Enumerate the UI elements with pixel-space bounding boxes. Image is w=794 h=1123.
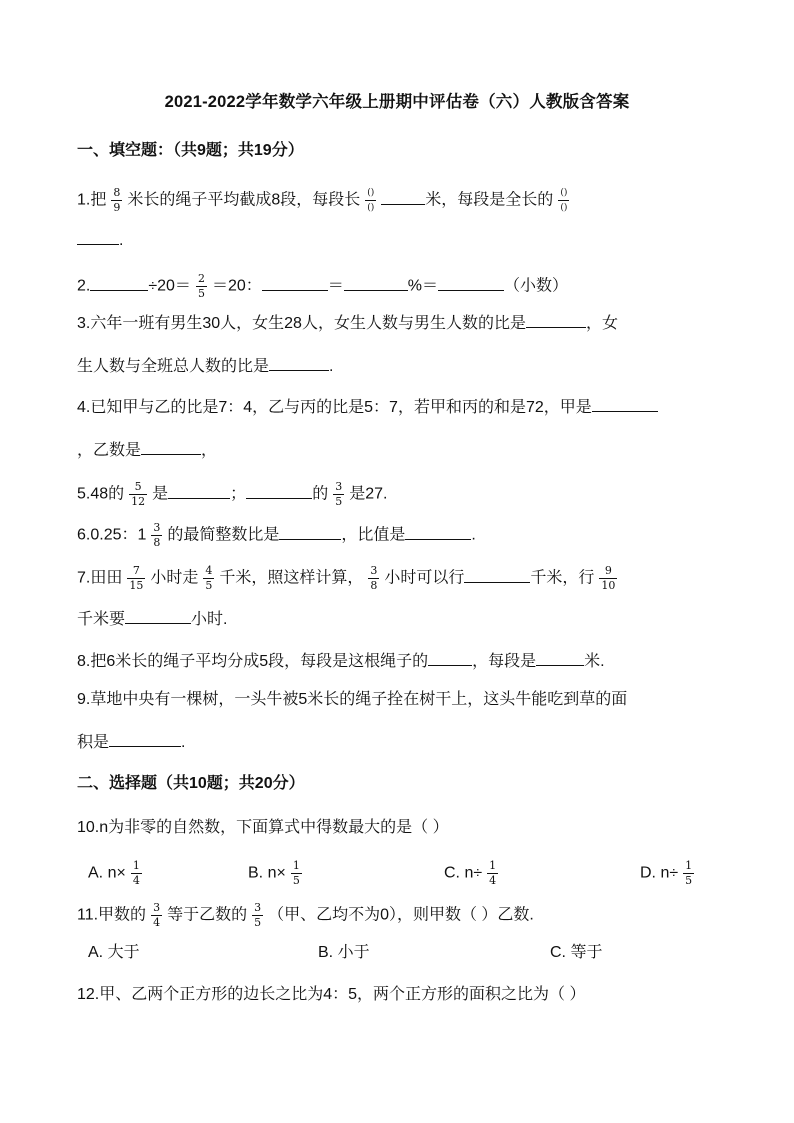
answer-blank[interactable]: [279, 525, 341, 540]
fraction-placeholder: $\frac{()}{()}$: [560, 188, 568, 213]
answer-blank[interactable]: [405, 525, 471, 540]
answer-blank[interactable]: [464, 568, 530, 583]
fraction: $\frac{1}{5}$: [685, 859, 693, 887]
question-1: 1.把 $\frac{8}{9}$ 米长的绳子平均截成8段，每段长 $\frac{()}{()}$ 米，每段是全长的 $\frac{()}{()}$: [77, 186, 568, 214]
answer-blank[interactable]: [141, 440, 201, 455]
answer-blank[interactable]: [592, 397, 658, 412]
fraction: $\frac{3}{8}$: [153, 521, 161, 549]
option-d[interactable]: D. n÷ $\frac{1}{5}$: [640, 859, 693, 887]
question-9: 9.草地中央有一棵树，一头牛被5米长的绳子拴在树干上，这头牛能吃到草的面: [77, 691, 628, 708]
question-4: 4.已知甲与乙的比是7：4，乙与丙的比是5：7，若甲和丙的和是72，甲是: [77, 397, 658, 418]
question-9-cont: 积是 .: [77, 734, 186, 751]
answer-blank[interactable]: [109, 732, 181, 747]
option-b[interactable]: B. 小于: [318, 944, 370, 961]
option-a[interactable]: A. n× $\frac{1}{4}$: [88, 859, 140, 887]
fraction: $\frac{1}{5}$: [292, 859, 300, 887]
fraction: $\frac{4}{5}$: [205, 564, 213, 592]
question-12: 12.甲、乙两个正方形的边长之比为4：5，两个正方形的面积之比为（ ）: [77, 986, 586, 1003]
fraction: $\frac{9}{10}$: [601, 564, 616, 592]
answer-blank[interactable]: [246, 484, 312, 499]
answer-blank[interactable]: [526, 313, 586, 328]
fraction: $\frac{5}{12}$: [131, 480, 146, 508]
answer-blank[interactable]: [536, 651, 584, 666]
answer-blank[interactable]: [269, 356, 329, 371]
option-c[interactable]: C. n÷ $\frac{1}{4}$: [444, 859, 497, 887]
question-8: 8.把6米长的绳子平均分成5段，每段是这根绳子的 ，每段是 米.: [77, 653, 605, 670]
question-7: 7.田田 $\frac{7}{15}$ 小时走 $\frac{4}{5}$ 千米，照这样计算， $\frac{3}{8}$ 小时可以行 千米，行 $\frac{9}{10}$: [77, 564, 616, 592]
fraction: $\frac{1}{4}$: [132, 859, 140, 887]
section-fill-in: 一、填空题：（共9题；共19分）: [77, 142, 304, 159]
question-10: 10.n为非零的自然数，下面算式中得数最大的是（ ）: [77, 819, 449, 836]
fraction: $\frac{7}{15}$: [129, 564, 144, 592]
question-4-cont: ，乙数是 ，: [77, 442, 218, 459]
fraction: $\frac{3}{8}$: [370, 564, 378, 592]
question-6: 6.0.25：1 $\frac{3}{8}$ 的最简整数比是 ，比值是 .: [77, 521, 476, 549]
fraction-placeholder: $\frac{()}{()}$: [367, 188, 375, 213]
page-title: 2021-2022学年数学六年级上册期中评估卷（六）人教版含答案: [164, 93, 630, 111]
fraction: $\frac{2}{5}$: [197, 272, 205, 300]
fraction: $\frac{8}{9}$: [113, 186, 121, 214]
question-11: 11.甲数的 $\frac{3}{4}$ 等于乙数的 $\frac{3}{5}$ （甲、乙均不为0），则甲数（ ）乙数.: [77, 901, 534, 929]
answer-blank[interactable]: [262, 276, 328, 291]
option-a[interactable]: A. 大于: [88, 944, 140, 961]
fraction: $\frac{1}{4}$: [489, 859, 497, 887]
answer-blank[interactable]: [168, 484, 230, 499]
question-2: 2. ÷20＝ $\frac{2}{5}$ ＝20： ＝ %＝ （小数）: [77, 272, 569, 300]
question-3-cont: 生人数与全班总人数的比是 .: [77, 358, 334, 375]
question-1-cont: .: [77, 230, 123, 251]
answer-blank[interactable]: [344, 276, 408, 291]
answer-blank[interactable]: [90, 276, 148, 291]
answer-blank[interactable]: [428, 651, 472, 666]
answer-blank[interactable]: [77, 230, 119, 245]
option-b[interactable]: B. n× $\frac{1}{5}$: [248, 859, 300, 887]
answer-blank[interactable]: [381, 190, 425, 205]
fraction: $\frac{3}{4}$: [153, 901, 161, 929]
fraction: $\frac{3}{5}$: [254, 901, 262, 929]
question-7-cont: 千米要 小时.: [77, 611, 228, 628]
question-3: 3.六年一班有男生30人，女生28人，女生人数与男生人数的比是 ，女: [77, 315, 618, 332]
question-5: 5.48的 $\frac{5}{12}$ 是 ； 的 $\frac{3}{5}$ 是27.: [77, 480, 388, 508]
section-multiple-choice: 二、选择题（共10题；共20分）: [77, 775, 305, 792]
answer-blank[interactable]: [438, 276, 504, 291]
fraction: $\frac{3}{5}$: [335, 480, 343, 508]
option-c[interactable]: C. 等于: [550, 944, 603, 961]
answer-blank[interactable]: [125, 609, 191, 624]
